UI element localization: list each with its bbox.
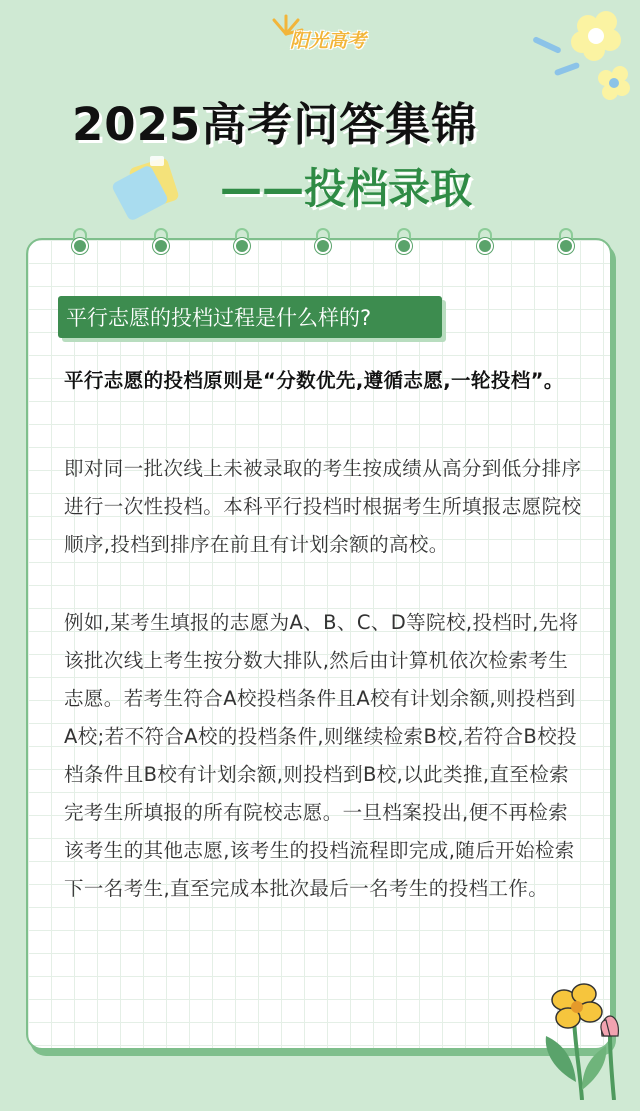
brand-name: 阳光高考 — [290, 30, 367, 52]
principle-paragraph: 平行志愿的投档原则是“分数优先,遵循志愿,一轮投档”。 — [64, 369, 564, 392]
tulip-icon — [524, 972, 640, 1100]
question-text: 平行志愿的投档过程是什么样的? — [66, 306, 372, 330]
brand-logo — [268, 10, 378, 54]
explanation-paragraph: 即对同一批次线上未被录取的考生按成绩从高分到低分排序进行一次性投档。本科平行投档时根据考生所填报志愿院校顺序,投档到排序在前且有计划余额的高校。 — [64, 457, 582, 556]
binder-rings — [28, 228, 610, 258]
flower-icon — [524, 4, 640, 114]
question-banner — [58, 296, 442, 338]
content-card — [26, 238, 612, 1050]
example-paragraph: 例如,某考生填报的志愿为A、B、C、D等院校,投档时,先将该批次线上考生按分数大排队,然后由计算机依次检索考生志愿。若考生符合A校投档条件且A校有计划余额,则投档到A校;若不符合A校的投档条件,则继续检索B校,若符合B校投档条件且B校有计划余额,则投档到B校,以此类推,直至检索完考生所填报的所有院校志愿。一旦档案投出,便不再检索该考生的其他志愿,该考生的投档流程即完成,随后开始检索下一名考生,直至完成本批次最后一名考生的投档工作。 — [64, 611, 579, 900]
page-subtitle: ——投档录取 — [220, 164, 473, 213]
folder-icon — [110, 150, 190, 222]
page-title: 2025高考问答集锦 — [72, 98, 478, 151]
